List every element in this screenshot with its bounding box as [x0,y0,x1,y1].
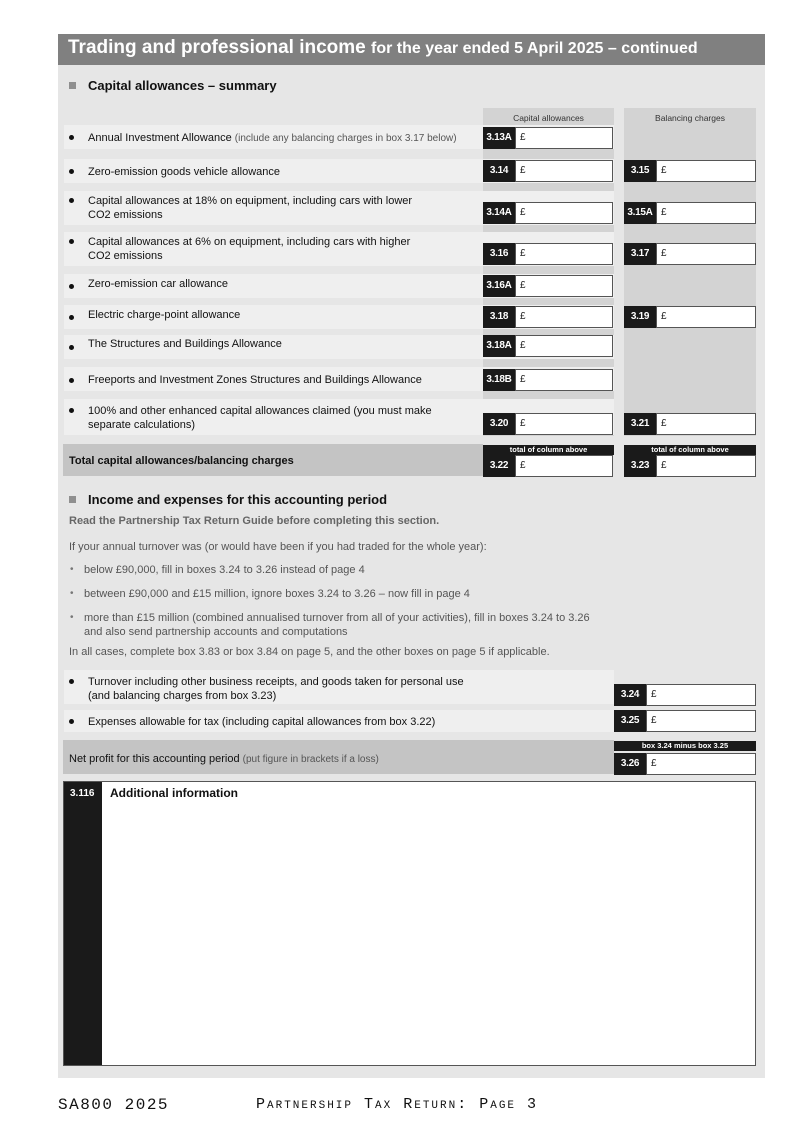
total-caption-b: total of column above [624,445,756,455]
row-label-expenses: Expenses allowable for tax (including capital allowances from box 3.22) [88,716,436,728]
additional-information-box[interactable] [63,781,756,1066]
bullet-text: more than £15 million (combined annualised turnover from all of your activities), fill in boxes 3.24 to 3.26 [84,612,590,624]
row-label-enhanced-allowances: 100% and other enhanced capital allowances claimed (you must make separate calculations) [88,405,432,431]
box-code: 3.18A [483,335,515,357]
bullet-icon [69,719,74,724]
row-label-turnover: Turnover including other business receipts, and goods taken for personal use (and balancing charges from box 3.23) [88,676,464,702]
additional-info-sidebar [64,782,102,1065]
box-code: 3.15 [624,160,656,182]
bullet-icon [69,679,74,684]
row-label-aia: Annual Investment Allowance (include any balancing charges in box 3.17 below) [88,132,457,144]
amount-field[interactable]: £ [656,413,756,435]
row-label-zero-emission-car: Zero-emission car allowance [88,278,228,290]
net-profit-caption: box 3.24 minus box 3.25 [614,741,756,751]
row-label-charge-point: Electric charge-point allowance [88,309,241,321]
col-header-balancing: Balancing charges [655,113,725,123]
bullet-icon [69,284,74,289]
box-code: 3.25 [614,710,646,732]
box-code: 3.14 [483,160,515,182]
box-code: 3.24 [614,684,646,706]
amount-field[interactable]: £ [515,160,613,182]
bullet-icon: • [70,588,74,599]
amount-field[interactable]: £ [515,306,613,328]
amount-field[interactable]: £ [515,127,613,149]
bullet-text-continued: and also send partnership accounts and computations [84,626,348,638]
total-label: Total capital allowances/balancing charges [69,455,294,467]
bullet-icon [69,315,74,320]
amount-field[interactable]: £ [646,684,756,706]
amount-field[interactable]: £ [656,455,756,477]
box-code: 3.16 [483,243,515,265]
box-code: 3.17 [624,243,656,265]
amount-field[interactable]: £ [515,275,613,297]
net-profit-label: Net profit for this accounting period (put figure in brackets if a loss) [69,753,379,765]
row-label-freeports-sba: Freeports and Investment Zones Structures and Buildings Allowance [88,374,422,386]
amount-field[interactable]: £ [515,455,613,477]
amount-field[interactable]: £ [515,243,613,265]
amount-field[interactable]: £ [656,202,756,224]
bullet-icon [69,135,74,140]
bullet-icon: • [70,564,74,575]
section-title-bar [58,34,765,65]
amount-field[interactable]: £ [646,753,756,775]
box-code: 3.14A [483,202,515,224]
box-code: 3.21 [624,413,656,435]
guide-note: Read the Partnership Tax Return Guide before completing this section. [69,515,440,527]
row-label-18-percent: Capital allowances at 18% on equipment, including cars with lower CO2 emissions [88,195,413,221]
income-expenses-heading: Income and expenses for this accounting period [69,492,387,507]
box-code: 3.18B [483,369,515,391]
form-id: SA800 2025 [58,1096,170,1114]
bullet-icon [69,169,74,174]
box-code: 3.20 [483,413,515,435]
amount-field[interactable]: £ [656,160,756,182]
box-code: 3.18 [483,306,515,328]
square-bullet-icon [69,82,76,89]
row-label-zero-emission-goods: Zero-emission goods vehicle allowance [88,166,280,178]
bullet-icon [69,198,74,203]
amount-field[interactable]: £ [646,710,756,732]
bullet-icon [69,408,74,413]
row-label-6-percent: Capital allowances at 6% on equipment, including cars with higher CO2 emissions [88,236,411,262]
page-title: Trading and professional income for the year ended 5 April 2025 – continued [68,37,698,58]
box-code: 3.13A [483,127,515,149]
amount-field[interactable]: £ [515,413,613,435]
total-caption-a: total of column above [483,445,614,455]
box-code: 3.22 [483,455,515,477]
box-code: 3.19 [624,306,656,328]
page-label: Partnership Tax Return: Page 3 [256,1096,539,1113]
bullet-icon [69,345,74,350]
bullet-icon: • [70,612,74,623]
box-code: 3.16A [483,275,515,297]
amount-field[interactable]: £ [515,335,613,357]
box-code: 3.26 [614,753,646,775]
bullet-text: between £90,000 and £15 million, ignore boxes 3.24 to 3.26 – now fill in page 4 [84,588,470,600]
amount-field[interactable]: £ [656,306,756,328]
amount-field[interactable]: £ [515,202,613,224]
box-code: 3.23 [624,455,656,477]
bullet-icon [69,239,74,244]
amount-field[interactable]: £ [515,369,613,391]
bullet-text: below £90,000, fill in boxes 3.24 to 3.26 instead of page 4 [84,564,365,576]
box-code: 3.116 [70,788,95,799]
capital-allowances-heading: Capital allowances – summary [69,78,277,93]
square-bullet-icon [69,496,76,503]
all-cases-note: In all cases, complete box 3.83 or box 3.84 on page 5, and the other boxes on page 5 if applicable. [69,646,550,658]
amount-field[interactable]: £ [656,243,756,265]
turnover-intro: If your annual turnover was (or would have been if you had traded for the whole year): [69,541,487,553]
bullet-icon [69,378,74,383]
box-code: 3.15A [624,202,656,224]
balancing-column-bg [624,108,756,436]
additional-info-label: Additional information [110,786,238,800]
row-label-sba: The Structures and Buildings Allowance [88,338,282,350]
col-header-allowances: Capital allowances [513,113,584,123]
